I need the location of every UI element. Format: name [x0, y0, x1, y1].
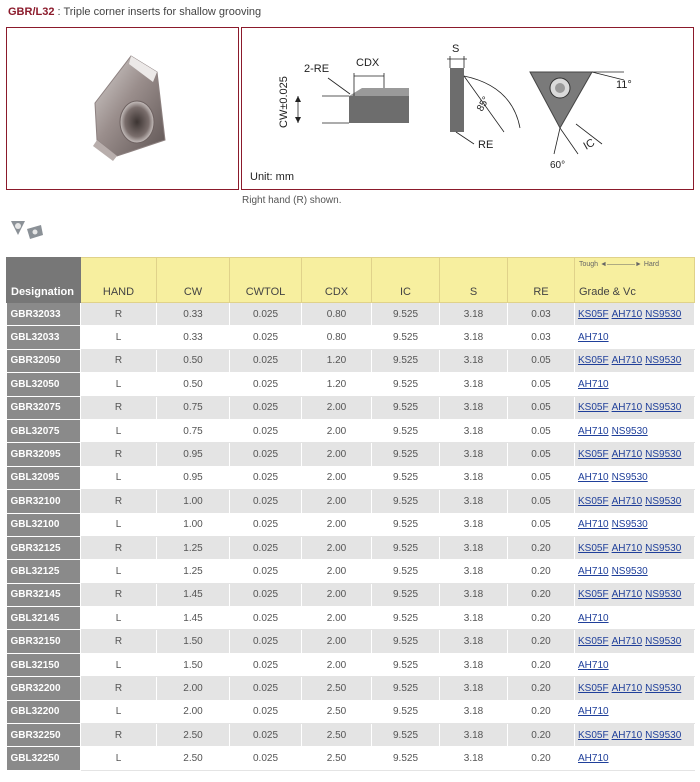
cell-ic: 9.525 — [372, 536, 440, 559]
cell-s: 3.18 — [440, 747, 508, 770]
table-row — [7, 607, 695, 630]
cell-cw: 0.95 — [157, 443, 230, 466]
table-row — [7, 303, 695, 326]
cell-cdx: 2.50 — [302, 677, 372, 700]
cell-s: 3.18 — [440, 490, 508, 513]
table-row — [7, 536, 695, 559]
cell-cw: 1.25 — [157, 536, 230, 559]
cell-s: 3.18 — [440, 443, 508, 466]
cell-grades — [575, 653, 695, 676]
cell-cw: 1.25 — [157, 560, 230, 583]
cell-ic: 9.525 — [372, 466, 440, 489]
grade-link[interactable]: AH710 — [578, 753, 609, 765]
grade-link[interactable]: AH710 — [578, 659, 609, 671]
grade-link[interactable]: KS05F — [578, 449, 609, 461]
cell-cdx: 2.00 — [302, 653, 372, 676]
cell-cw: 0.95 — [157, 466, 230, 489]
grade-link[interactable]: NS9530 — [645, 449, 682, 461]
cell-re: 0.05 — [508, 373, 575, 396]
cell-s: 3.18 — [440, 724, 508, 747]
cell-cwtol: 0.025 — [230, 724, 302, 747]
cell-cdx: 0.80 — [302, 326, 372, 349]
grade-link[interactable]: KS05F — [578, 355, 609, 367]
cell-ic: 9.525 — [372, 653, 440, 676]
cell-designation: GBL32050 — [7, 373, 81, 396]
cell-ic: 9.525 — [372, 560, 440, 583]
table-row — [7, 396, 695, 419]
cell-cdx: 2.00 — [302, 466, 372, 489]
cell-grades — [575, 536, 695, 559]
cell-grades — [575, 466, 695, 489]
cell-cw: 1.50 — [157, 653, 230, 676]
cell-hand: R — [81, 349, 157, 372]
cell-s: 3.18 — [440, 303, 508, 326]
cell-cw: 2.50 — [157, 724, 230, 747]
cell-designation: GBL32125 — [7, 560, 81, 583]
cell-re: 0.20 — [508, 724, 575, 747]
table-row — [7, 513, 695, 536]
cell-cwtol: 0.025 — [230, 583, 302, 606]
grade-link[interactable]: NS9530 — [645, 308, 682, 320]
cell-cdx: 2.00 — [302, 490, 372, 513]
dimension-diagram — [242, 28, 693, 189]
cell-grades — [575, 303, 695, 326]
cell-s: 3.18 — [440, 700, 508, 723]
header-cwtol: CWTOL — [230, 258, 302, 303]
cell-re: 0.20 — [508, 700, 575, 723]
cell-s: 3.18 — [440, 583, 508, 606]
cell-cwtol: 0.025 — [230, 513, 302, 536]
cell-cdx: 2.00 — [302, 513, 372, 536]
grade-link[interactable]: AH710 — [611, 449, 643, 461]
cell-re: 0.05 — [508, 466, 575, 489]
cell-re: 0.20 — [508, 583, 575, 606]
cell-ic: 9.525 — [372, 373, 440, 396]
cell-ic: 9.525 — [372, 396, 440, 419]
cell-hand: R — [81, 724, 157, 747]
grade-link[interactable]: AH710 — [578, 612, 609, 624]
cell-re: 0.05 — [508, 443, 575, 466]
cell-grades — [575, 560, 695, 583]
grade-link[interactable]: KS05F — [578, 308, 609, 320]
cell-grades — [575, 490, 695, 513]
cell-re: 0.20 — [508, 560, 575, 583]
grade-link[interactable]: KS05F — [578, 542, 609, 554]
grade-link[interactable]: AH710 — [611, 682, 643, 694]
cell-cw: 2.50 — [157, 747, 230, 770]
cell-re: 0.03 — [508, 303, 575, 326]
grade-link[interactable]: AH710 — [578, 519, 609, 531]
grade-link[interactable]: NS9530 — [611, 425, 648, 437]
cell-cwtol: 0.025 — [230, 303, 302, 326]
header-s: S — [440, 258, 508, 303]
cell-ic: 9.525 — [372, 443, 440, 466]
grade-link[interactable]: KS05F — [578, 682, 609, 694]
cell-grades — [575, 373, 695, 396]
header-cw: CW — [157, 258, 230, 303]
cell-cw: 1.50 — [157, 630, 230, 653]
cell-s: 3.18 — [440, 349, 508, 372]
cell-cwtol: 0.025 — [230, 560, 302, 583]
cell-cwtol: 0.025 — [230, 747, 302, 770]
dimension-diagram-panel — [241, 27, 694, 190]
cell-cwtol: 0.025 — [230, 373, 302, 396]
cell-grades — [575, 326, 695, 349]
cell-s: 3.18 — [440, 536, 508, 559]
cell-re: 0.20 — [508, 630, 575, 653]
cell-hand: R — [81, 396, 157, 419]
grade-link[interactable]: AH710 — [578, 425, 609, 437]
grade-link[interactable]: NS9530 — [645, 729, 682, 741]
cell-cw: 1.45 — [157, 607, 230, 630]
page-title — [8, 6, 261, 18]
cell-cdx: 2.00 — [302, 419, 372, 442]
cell-hand: R — [81, 677, 157, 700]
table-row — [7, 630, 695, 653]
cell-designation: GBR32125 — [7, 536, 81, 559]
cell-cdx: 2.50 — [302, 700, 372, 723]
cell-s: 3.18 — [440, 607, 508, 630]
table-row — [7, 419, 695, 442]
table-row — [7, 700, 695, 723]
grade-link[interactable]: AH710 — [611, 355, 643, 367]
grade-link[interactable]: AH710 — [611, 308, 643, 320]
cell-re: 0.20 — [508, 653, 575, 676]
table-row — [7, 490, 695, 513]
grade-link[interactable]: AH710 — [578, 472, 609, 484]
header-hand: HAND — [81, 258, 157, 303]
cell-ic: 9.525 — [372, 700, 440, 723]
cell-grades — [575, 349, 695, 372]
grade-link[interactable]: NS9530 — [611, 472, 648, 484]
cell-ic: 9.525 — [372, 724, 440, 747]
cell-cdx: 2.00 — [302, 560, 372, 583]
cell-s: 3.18 — [440, 466, 508, 489]
cell-hand: L — [81, 326, 157, 349]
cell-hand: L — [81, 466, 157, 489]
cell-cwtol: 0.025 — [230, 607, 302, 630]
cell-s: 3.18 — [440, 326, 508, 349]
cell-cdx: 2.00 — [302, 583, 372, 606]
cell-re: 0.20 — [508, 747, 575, 770]
cell-cwtol: 0.025 — [230, 326, 302, 349]
cell-cdx: 2.50 — [302, 747, 372, 770]
cell-re: 0.05 — [508, 513, 575, 536]
right-hand-note: Right hand (R) shown. — [242, 195, 342, 206]
grade-link[interactable]: AH710 — [578, 565, 609, 577]
table-row — [7, 349, 695, 372]
cell-designation: GBR32075 — [7, 396, 81, 419]
cell-hand: L — [81, 419, 157, 442]
cell-hand: R — [81, 536, 157, 559]
cell-cw: 0.33 — [157, 303, 230, 326]
label-2re: 2-RE — [304, 63, 330, 75]
cell-cwtol: 0.025 — [230, 677, 302, 700]
cell-cwtol: 0.025 — [230, 536, 302, 559]
cell-designation: GBL32150 — [7, 653, 81, 676]
grade-link[interactable]: AH710 — [578, 706, 609, 718]
table-row — [7, 326, 695, 349]
cell-designation: GBR32100 — [7, 490, 81, 513]
cell-cw: 1.00 — [157, 490, 230, 513]
grade-link[interactable]: KS05F — [578, 636, 609, 648]
insert-type-icon — [8, 215, 48, 243]
cell-grades — [575, 747, 695, 770]
cell-cwtol: 0.025 — [230, 419, 302, 442]
header-ic: IC — [372, 258, 440, 303]
table-row — [7, 373, 695, 396]
cell-cwtol: 0.025 — [230, 466, 302, 489]
cell-hand: L — [81, 700, 157, 723]
grade-link[interactable]: NS9530 — [611, 565, 648, 577]
cell-cwtol: 0.025 — [230, 490, 302, 513]
cell-grades — [575, 630, 695, 653]
cell-cwtol: 0.025 — [230, 349, 302, 372]
cell-designation: GBL32200 — [7, 700, 81, 723]
cell-ic: 9.525 — [372, 349, 440, 372]
product-code: GBR/L32 — [8, 6, 55, 18]
grade-link[interactable]: KS05F — [578, 495, 609, 507]
grade-link[interactable]: NS9530 — [611, 519, 648, 531]
grade-link[interactable]: KS05F — [578, 402, 609, 414]
cell-designation: GBL32075 — [7, 419, 81, 442]
cell-cw: 1.45 — [157, 583, 230, 606]
cell-cdx: 2.00 — [302, 396, 372, 419]
label-ic: IC — [581, 136, 598, 153]
table-row — [7, 724, 695, 747]
cell-designation: GBR32200 — [7, 677, 81, 700]
cell-grades — [575, 396, 695, 419]
grade-link[interactable]: AH710 — [611, 589, 643, 601]
cell-cw: 0.33 — [157, 326, 230, 349]
cell-grades — [575, 607, 695, 630]
product-description: Triple corner inserts for shallow grooving — [63, 6, 262, 18]
label-s: S — [452, 43, 460, 55]
spec-table — [6, 257, 695, 771]
cell-designation: GBL32095 — [7, 466, 81, 489]
grade-link[interactable]: KS05F — [578, 729, 609, 741]
cell-designation: GBL32033 — [7, 326, 81, 349]
table-row — [7, 560, 695, 583]
tough-hard-scale: Tough ◄————► Hard — [579, 261, 659, 268]
cell-ic: 9.525 — [372, 677, 440, 700]
table-row — [7, 466, 695, 489]
cell-cdx: 2.00 — [302, 443, 372, 466]
cell-cwtol: 0.025 — [230, 700, 302, 723]
header-grade — [575, 258, 695, 303]
grade-link[interactable]: NS9530 — [645, 542, 682, 554]
header-grade-label: Grade & Vc — [579, 286, 636, 298]
cell-cdx: 2.00 — [302, 607, 372, 630]
table-row — [7, 747, 695, 770]
cell-hand: L — [81, 560, 157, 583]
table-header-row — [7, 258, 695, 303]
table-body — [7, 303, 695, 771]
cell-designation: GBR32095 — [7, 443, 81, 466]
label-60: 60° — [550, 160, 566, 171]
grade-link[interactable]: AH710 — [578, 378, 609, 390]
cell-grades — [575, 513, 695, 536]
cell-cwtol: 0.025 — [230, 396, 302, 419]
grade-link[interactable]: AH710 — [611, 495, 643, 507]
cell-ic: 9.525 — [372, 303, 440, 326]
grade-link[interactable]: NS9530 — [645, 589, 682, 601]
cell-designation: GBR32150 — [7, 630, 81, 653]
cell-designation: GBR32033 — [7, 303, 81, 326]
title-separator: : — [54, 6, 64, 18]
grade-link[interactable]: NS9530 — [645, 355, 682, 367]
grade-link[interactable]: AH710 — [611, 729, 643, 741]
label-11: 11° — [616, 79, 632, 91]
grade-link[interactable]: AH710 — [611, 402, 643, 414]
cell-ic: 9.525 — [372, 513, 440, 536]
cell-s: 3.18 — [440, 373, 508, 396]
cell-re: 0.03 — [508, 326, 575, 349]
cell-hand: R — [81, 583, 157, 606]
cell-hand: L — [81, 513, 157, 536]
cell-s: 3.18 — [440, 677, 508, 700]
cell-cdx: 1.20 — [302, 373, 372, 396]
table-row — [7, 583, 695, 606]
cell-hand: L — [81, 653, 157, 676]
cell-designation: GBL32250 — [7, 747, 81, 770]
cell-s: 3.18 — [440, 396, 508, 419]
grade-link[interactable]: NS9530 — [645, 636, 682, 648]
cell-designation: GBL32145 — [7, 607, 81, 630]
cell-s: 3.18 — [440, 419, 508, 442]
insert-photo — [7, 28, 238, 189]
cell-ic: 9.525 — [372, 630, 440, 653]
cell-cw: 0.75 — [157, 419, 230, 442]
cell-cw: 0.50 — [157, 349, 230, 372]
header-cdx: CDX — [302, 258, 372, 303]
insert-photo-panel — [6, 27, 239, 190]
cell-ic: 9.525 — [372, 326, 440, 349]
cell-cw: 2.00 — [157, 700, 230, 723]
cell-cwtol: 0.025 — [230, 630, 302, 653]
cell-grades — [575, 700, 695, 723]
cell-grades — [575, 724, 695, 747]
insert-side-profile — [450, 68, 464, 132]
grade-link[interactable]: NS9530 — [645, 402, 682, 414]
table-row — [7, 677, 695, 700]
label-cw: CW±0.025 — [278, 76, 290, 128]
cell-designation: GBR32250 — [7, 724, 81, 747]
cell-grades — [575, 583, 695, 606]
cell-re: 0.05 — [508, 349, 575, 372]
header-re: RE — [508, 258, 575, 303]
label-re: RE — [478, 139, 494, 151]
grade-link[interactable]: NS9530 — [645, 495, 682, 507]
label-cdx: CDX — [356, 57, 380, 69]
cell-designation: GBL32100 — [7, 513, 81, 536]
cell-ic: 9.525 — [372, 490, 440, 513]
cell-hand: R — [81, 303, 157, 326]
cell-ic: 9.525 — [372, 747, 440, 770]
cell-ic: 9.525 — [372, 419, 440, 442]
cell-designation: GBR32145 — [7, 583, 81, 606]
cell-grades — [575, 419, 695, 442]
cell-cw: 0.50 — [157, 373, 230, 396]
label-85: 85° — [475, 94, 493, 114]
cell-ic: 9.525 — [372, 583, 440, 606]
cell-re: 0.05 — [508, 419, 575, 442]
grade-link[interactable]: AH710 — [611, 636, 643, 648]
cell-re: 0.05 — [508, 490, 575, 513]
cell-cdx: 1.20 — [302, 349, 372, 372]
cell-hand: L — [81, 747, 157, 770]
cell-grades — [575, 443, 695, 466]
cell-s: 3.18 — [440, 513, 508, 536]
cell-re: 0.05 — [508, 396, 575, 419]
cell-grades — [575, 677, 695, 700]
cell-hand: R — [81, 490, 157, 513]
unit-label: Unit: mm — [250, 171, 294, 183]
cell-hand: L — [81, 607, 157, 630]
cell-hand: R — [81, 443, 157, 466]
cell-ic: 9.525 — [372, 607, 440, 630]
cell-re: 0.20 — [508, 677, 575, 700]
cell-re: 0.20 — [508, 536, 575, 559]
table-row — [7, 443, 695, 466]
cell-hand: R — [81, 630, 157, 653]
cell-cw: 2.00 — [157, 677, 230, 700]
cell-cwtol: 0.025 — [230, 653, 302, 676]
cell-re: 0.20 — [508, 607, 575, 630]
header-designation: Designation — [7, 258, 81, 303]
grade-link[interactable]: AH710 — [611, 542, 643, 554]
grade-link[interactable]: KS05F — [578, 589, 609, 601]
cell-designation: GBR32050 — [7, 349, 81, 372]
insert-tip-shape — [349, 96, 409, 123]
cell-cdx: 2.00 — [302, 630, 372, 653]
cell-s: 3.18 — [440, 630, 508, 653]
cell-cdx: 2.00 — [302, 536, 372, 559]
cell-cdx: 0.80 — [302, 303, 372, 326]
cell-cdx: 2.50 — [302, 724, 372, 747]
grade-link[interactable]: AH710 — [578, 332, 609, 344]
cell-cw: 1.00 — [157, 513, 230, 536]
table-row — [7, 653, 695, 676]
cell-s: 3.18 — [440, 653, 508, 676]
cell-s: 3.18 — [440, 560, 508, 583]
cell-cwtol: 0.025 — [230, 443, 302, 466]
cell-hand: L — [81, 373, 157, 396]
grade-link[interactable]: NS9530 — [645, 682, 682, 694]
cell-cw: 0.75 — [157, 396, 230, 419]
